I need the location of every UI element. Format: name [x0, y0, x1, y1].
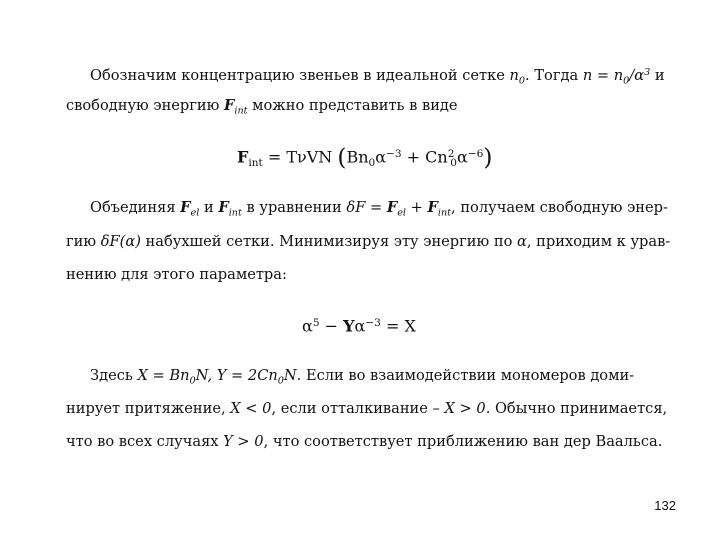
text: свободную энергию [66, 97, 220, 114]
equation-free-energy-int: $F_{int} = T\nu VN$ $(Bn_0\alpha^{-3} + Cn^2_0\alpha^{-6})$ [237, 144, 493, 172]
paragraph3-line2: нирует притяжение, X < 0, если отталкивание – X > 0. Обычно принимается, [66, 400, 668, 417]
paragraph3-line1: Здесь $X = Bn_0N$, $Y = 2Cn_0N$. Если во взаимодействии мономеров доми- [90, 367, 635, 387]
equation-alpha: $\alpha^5 - Y\alpha^{-3} = X$ [302, 316, 416, 336]
formula-n: $n = n_0/\alpha^3$ [582, 66, 651, 87]
paragraph2-line1: Объединяя $F_{el}$ и $F_{int}$ в уравнении $\delta F = F_{el} + F_{int}$, получаем свободную энер- [90, 199, 668, 219]
paragraph1-line1 [90, 63, 665, 91]
var-n0: $n_0$ [509, 66, 526, 87]
paragraph1-line2 [66, 96, 458, 121]
var-F-int: $F_{int}$ [224, 97, 248, 117]
text: Обозначим концентрацию звеньев в идеальной сетке [90, 66, 505, 84]
tail: можно представить в виде [247, 97, 458, 114]
paragraph2-line2: гию δF(α) набухшей сетки. Минимизируя эту энергию по α, приходим к урав- [66, 233, 671, 250]
paragraph2-line3: нению для этого параметра: [66, 266, 287, 283]
paragraph3-line3: что во всех случаях Y > 0, что соответствует приближению ван дер Ваальса. [66, 433, 663, 450]
text2: . Тогда [525, 66, 579, 84]
tail: и [650, 66, 665, 84]
page-number: 132 [654, 498, 676, 513]
